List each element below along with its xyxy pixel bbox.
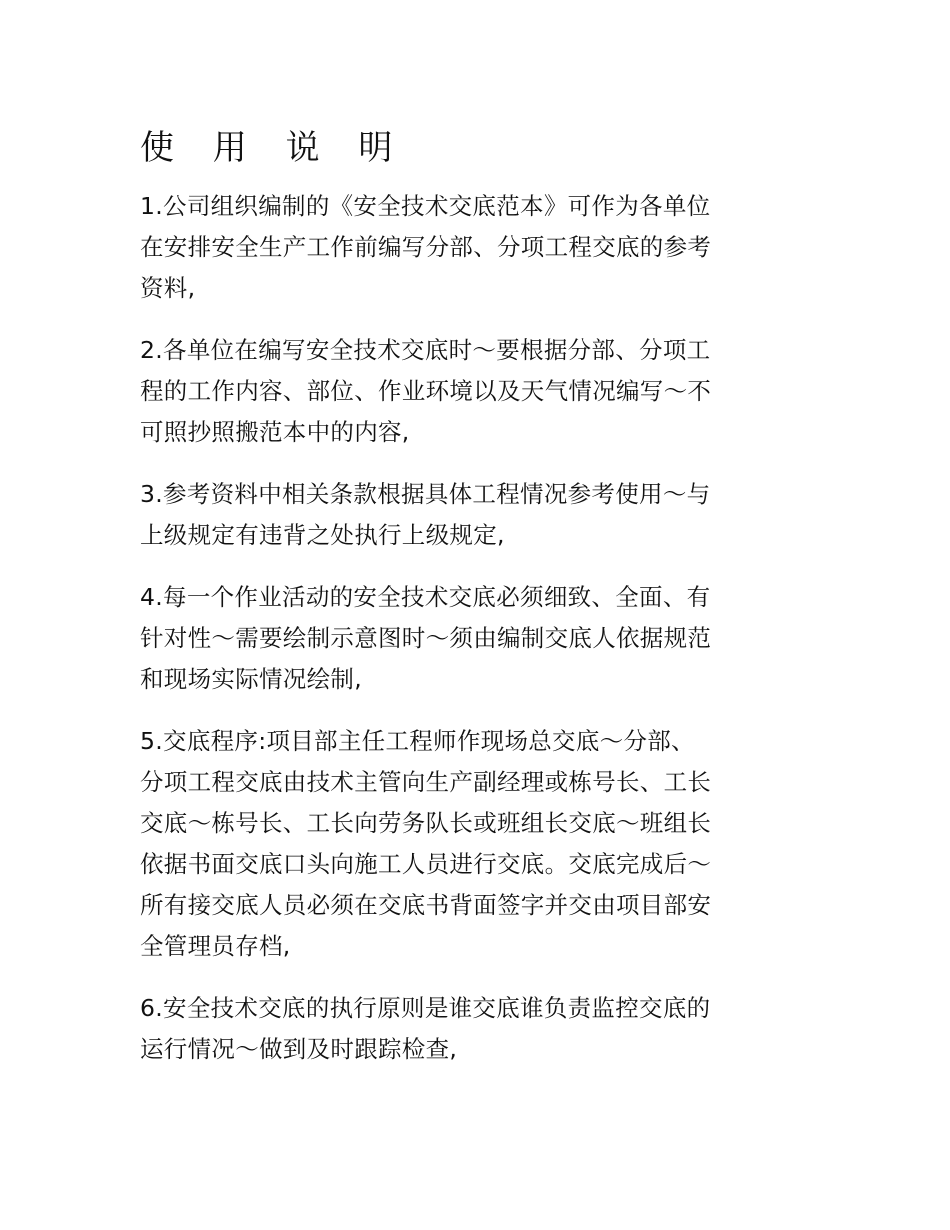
paragraph-line: 全管理员存档, (140, 932, 291, 960)
paragraph-line: 所有接交底人员必须在交底书背面签字并交由项目部安 (140, 891, 712, 919)
paragraph-line: 4.每一个作业活动的安全技术交底必须细致、全面、有 (140, 583, 711, 611)
paragraph-4 (140, 577, 820, 700)
paragraph-line: 运行情况～做到及时跟踪检查, (140, 1035, 458, 1063)
paragraph-3 (140, 474, 820, 556)
paragraph-line: 6.安全技术交底的执行原则是谁交底谁负责监控交底的 (140, 994, 711, 1022)
paragraph-line: 上级规定有违背之处执行上级规定, (140, 521, 505, 549)
paragraph-1 (140, 186, 820, 309)
paragraph-line: 可照抄照搬范本中的内容, (140, 418, 410, 446)
paragraph-line: 依据书面交底口头向施工人员进行交底。交底完成后～ (140, 850, 712, 878)
paragraph-line: 5.交底程序:项目部主任工程师作现场总交底～分部、 (140, 727, 695, 755)
paragraph-line: 针对性～需要绘制示意图时～须由编制交底人依据规范 (140, 624, 712, 652)
document-page (140, 120, 820, 1091)
paragraph-line: 在安排安全生产工作前编写分部、分项工程交底的参考 (140, 233, 712, 261)
paragraph-2 (140, 330, 820, 453)
paragraph-6 (140, 988, 820, 1070)
page-title: 使 用 说 明 (140, 128, 407, 168)
paragraph-line: 资料, (140, 274, 196, 302)
paragraph-line: 和现场实际情况绘制, (140, 665, 362, 693)
paragraph-5 (140, 721, 820, 967)
paragraph-line: 1.公司组织编制的《安全技术交底范本》可作为各单位 (140, 192, 711, 220)
paragraph-line: 3.参考资料中相关条款根据具体工程情况参考使用～与 (140, 480, 711, 508)
paragraph-line: 分项工程交底由技术主管向生产副经理或栋号长、工长 (140, 768, 712, 796)
paragraph-line: 程的工作内容、部位、作业环境以及天气情况编写～不 (140, 377, 712, 405)
paragraph-line: 交底～栋号长、工长向劳务队长或班组长交底～班组长 (140, 809, 712, 837)
paragraph-line: 2.各单位在编写安全技术交底时～要根据分部、分项工 (140, 336, 711, 364)
